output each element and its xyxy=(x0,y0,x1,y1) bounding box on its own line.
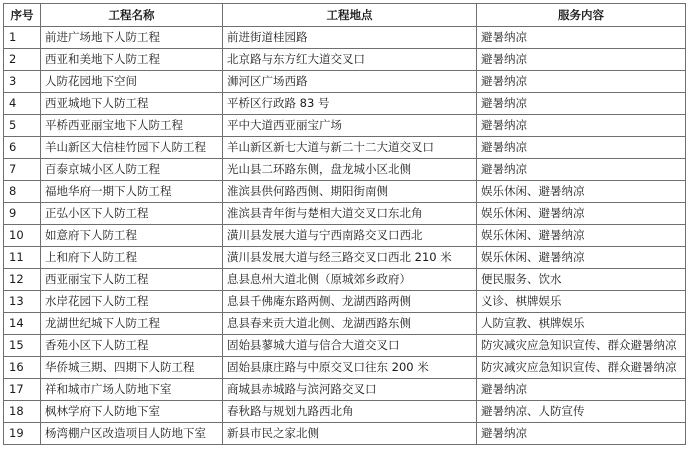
cell-project-location: 羊山新区新七大道与新二十二大道交叉口 xyxy=(223,137,477,159)
cell-index: 19 xyxy=(4,423,41,445)
cell-project-location: 淮滨县供何路西侧、期阳街南侧 xyxy=(223,181,477,203)
cell-service-content: 娱乐休闲、避暑纳凉 xyxy=(477,181,686,203)
header-project-name: 工程名称 xyxy=(41,4,223,27)
cell-index: 1 xyxy=(4,27,41,49)
cell-project-location: 息县息州大道北侧（原城郊乡政府） xyxy=(223,269,477,291)
cell-project-name: 祥和城市广场人防地下室 xyxy=(41,379,223,401)
cell-project-name: 上和府下人防工程 xyxy=(41,247,223,269)
cell-project-name: 华侨城三期、四期下人防工程 xyxy=(41,357,223,379)
cell-project-name: 西亚城地下人防工程 xyxy=(41,93,223,115)
cell-index: 4 xyxy=(4,93,41,115)
table-row xyxy=(4,247,686,269)
table-row xyxy=(4,357,686,379)
table-row xyxy=(4,159,686,181)
cell-project-location: 光山县二环路东侧，盘龙城小区北侧 xyxy=(223,159,477,181)
header-index: 序号 xyxy=(4,4,41,27)
table-row xyxy=(4,379,686,401)
cell-project-name: 福地华府一期下人防工程 xyxy=(41,181,223,203)
shelter-table-sheet xyxy=(3,3,686,445)
cell-index: 14 xyxy=(4,313,41,335)
cell-project-location: 淮滨县青年街与楚相大道交叉口东北角 xyxy=(223,203,477,225)
shelter-table xyxy=(3,3,686,445)
cell-project-location: 春秋路与规划九路西北角 xyxy=(223,401,477,423)
table-row xyxy=(4,115,686,137)
table-body xyxy=(4,27,686,445)
header-service-content: 服务内容 xyxy=(477,4,686,27)
cell-project-name: 前进广场地下人防工程 xyxy=(41,27,223,49)
cell-service-content: 避暑纳凉、人防宣传 xyxy=(477,401,686,423)
cell-service-content: 避暑纳凉 xyxy=(477,137,686,159)
cell-index: 11 xyxy=(4,247,41,269)
cell-index: 8 xyxy=(4,181,41,203)
cell-project-name: 枫林学府下人防地下室 xyxy=(41,401,223,423)
cell-project-name: 人防花园地下空间 xyxy=(41,71,223,93)
cell-project-location: 商城县赤城路与滨河路交叉口 xyxy=(223,379,477,401)
cell-index: 7 xyxy=(4,159,41,181)
cell-project-name: 羊山新区大信桂竹园下人防工程 xyxy=(41,137,223,159)
cell-index: 15 xyxy=(4,335,41,357)
cell-service-content: 娱乐休闲、避暑纳凉 xyxy=(477,247,686,269)
table-header-row xyxy=(4,4,686,27)
table-row xyxy=(4,49,686,71)
cell-project-location: 平桥区行政路 83 号 xyxy=(223,93,477,115)
cell-service-content: 避暑纳凉 xyxy=(477,93,686,115)
cell-service-content: 义诊、棋牌娱乐 xyxy=(477,291,686,313)
cell-service-content: 避暑纳凉 xyxy=(477,423,686,445)
cell-project-name: 龙湖世纪城下人防工程 xyxy=(41,313,223,335)
cell-project-location: 息县春来贡大道北侧、龙湖西路东侧 xyxy=(223,313,477,335)
cell-service-content: 避暑纳凉 xyxy=(477,49,686,71)
cell-index: 17 xyxy=(4,379,41,401)
cell-project-name: 香苑小区下人防工程 xyxy=(41,335,223,357)
table-row xyxy=(4,335,686,357)
table-row xyxy=(4,27,686,49)
cell-project-location: 固始县蓼城大道与信合大道交叉口 xyxy=(223,335,477,357)
cell-index: 6 xyxy=(4,137,41,159)
cell-service-content: 防灾减灾应急知识宣传、群众避暑纳凉 xyxy=(477,357,686,379)
cell-project-name: 西亚和美地下人防工程 xyxy=(41,49,223,71)
cell-index: 12 xyxy=(4,269,41,291)
cell-index: 9 xyxy=(4,203,41,225)
cell-project-name: 如意府下人防工程 xyxy=(41,225,223,247)
cell-service-content: 避暑纳凉 xyxy=(477,159,686,181)
cell-project-name: 正弘小区下人防工程 xyxy=(41,203,223,225)
table-row xyxy=(4,181,686,203)
cell-service-content: 避暑纳凉 xyxy=(477,379,686,401)
cell-project-location: 平中大道西亚丽宝广场 xyxy=(223,115,477,137)
cell-index: 10 xyxy=(4,225,41,247)
table-row xyxy=(4,71,686,93)
cell-project-location: 北京路与东方红大道交叉口 xyxy=(223,49,477,71)
cell-project-name: 百泰京城小区人防工程 xyxy=(41,159,223,181)
table-row xyxy=(4,291,686,313)
cell-project-name: 水岸花园下人防工程 xyxy=(41,291,223,313)
table-row xyxy=(4,313,686,335)
cell-index: 13 xyxy=(4,291,41,313)
cell-service-content: 娱乐休闲、避暑纳凉 xyxy=(477,225,686,247)
cell-index: 5 xyxy=(4,115,41,137)
cell-service-content: 避暑纳凉 xyxy=(477,27,686,49)
cell-service-content: 防灾减灾应急知识宣传、群众避暑纳凉 xyxy=(477,335,686,357)
table-row xyxy=(4,225,686,247)
cell-project-location: 潢川县发展大道与宁西南路交叉口西北 xyxy=(223,225,477,247)
cell-project-location: 息县千佛庵东路两侧、龙湖西路两侧 xyxy=(223,291,477,313)
cell-index: 18 xyxy=(4,401,41,423)
cell-service-content: 娱乐休闲、避暑纳凉 xyxy=(477,203,686,225)
table-row xyxy=(4,203,686,225)
cell-index: 3 xyxy=(4,71,41,93)
cell-project-name: 平桥西亚丽宝地下人防工程 xyxy=(41,115,223,137)
table-row xyxy=(4,423,686,445)
table-row xyxy=(4,269,686,291)
cell-service-content: 便民服务、饮水 xyxy=(477,269,686,291)
table-row xyxy=(4,93,686,115)
table-row xyxy=(4,401,686,423)
cell-project-name: 西亚丽宝下人防工程 xyxy=(41,269,223,291)
table-row xyxy=(4,137,686,159)
cell-project-name: 杨湾棚户区改造项目人防地下室 xyxy=(41,423,223,445)
cell-project-location: 新县市民之家北侧 xyxy=(223,423,477,445)
cell-project-location: 潢川县发展大道与经三路交叉口西北 210 米 xyxy=(223,247,477,269)
cell-project-location: 前进街道桂园路 xyxy=(223,27,477,49)
cell-index: 16 xyxy=(4,357,41,379)
cell-project-location: 固始县康庄路与中原交叉口往东 200 米 xyxy=(223,357,477,379)
cell-index: 2 xyxy=(4,49,41,71)
cell-service-content: 人防宣教、棋牌娱乐 xyxy=(477,313,686,335)
header-project-location: 工程地点 xyxy=(223,4,477,27)
cell-service-content: 避暑纳凉 xyxy=(477,115,686,137)
cell-project-location: 浉河区广场西路 xyxy=(223,71,477,93)
cell-service-content: 避暑纳凉 xyxy=(477,71,686,93)
